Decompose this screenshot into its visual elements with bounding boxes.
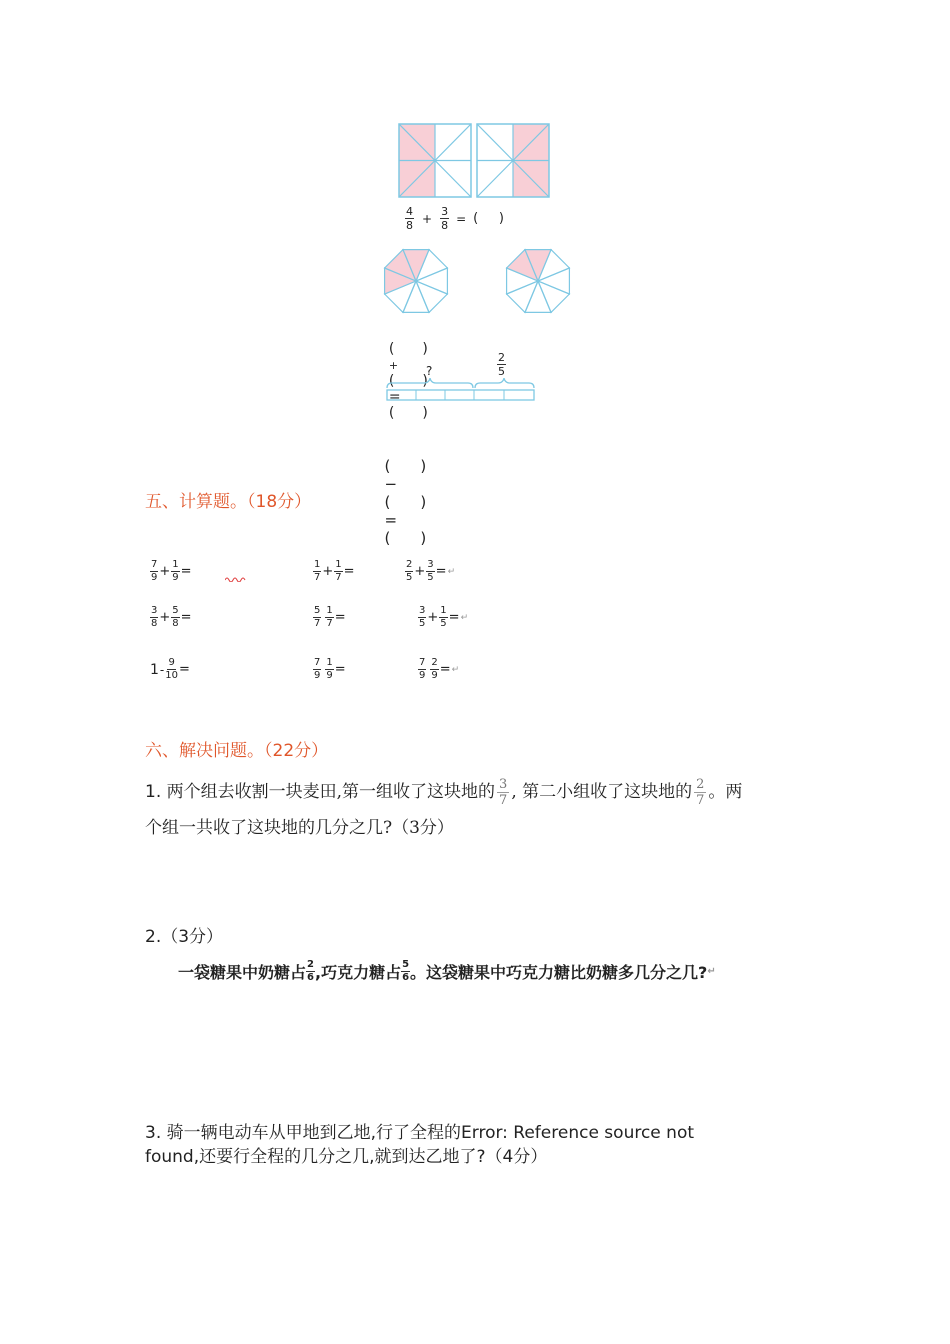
spellcheck-squiggle (225, 576, 247, 582)
calc-expression: 1 - $\frac{9}{10}$ = (150, 657, 190, 681)
calc-expression: $\frac{7}{9}$ $\frac{2}{9}$ = ↵ (419, 657, 460, 681)
fraction: $\frac{7}{9}$ (151, 559, 158, 583)
problem-3: 3. 骑一辆电动车从甲地到乙地,行了全程的Error: Reference source not found,还要行全程的几分之几,就到达乙地了?（4分） (145, 1123, 695, 1167)
rectangles-figure (397, 122, 553, 200)
segment-question: ? (426, 364, 433, 378)
calc-expression: $\frac{7}{9}$ + $\frac{1}{9}$ = (151, 559, 192, 583)
section-6-heading: 六、解决问题。（22分） (145, 741, 329, 761)
calc-expression: $\frac{5}{7}$ $\frac{1}{7}$ = (314, 605, 346, 629)
fraction: $\frac{7}{9}$ (419, 657, 426, 681)
octagon-sector (538, 268, 569, 294)
fraction: $\frac{3}{8}$ (441, 205, 449, 232)
fraction: $\frac{1}{7}$ (314, 559, 321, 583)
fraction: $\frac{3}{8}$ (151, 605, 158, 629)
fraction: $\frac{3}{5}$ (419, 605, 426, 629)
octagon-sector (416, 281, 447, 312)
fraction: $\frac{2}{7}$ (696, 777, 705, 808)
calc-expression: $\frac{2}{5}$ + $\frac{3}{5}$ = ↵ (406, 559, 456, 583)
fraction: $\frac{5}{6}$ (402, 959, 410, 983)
segment-diagram (384, 378, 538, 404)
problem-2-label: 2.（3分） (145, 927, 224, 947)
fraction: $\frac{3}{5}$ (427, 559, 434, 583)
equation-3: ( ) − ( ) = ( ) (384, 457, 427, 547)
fraction: $\frac{1}{7}$ (335, 559, 342, 583)
fraction: $\frac{1}{7}$ (326, 605, 333, 629)
problem-2-body: 一袋糖果中奶糖占 $\frac{2}{6}$ ,巧克力糖占 $\frac{5}{6}$ 。这袋糖果中巧克力糖比奶糖多几分之几? ↵ (178, 959, 716, 983)
fraction: $\frac{2}{5}$ (406, 559, 413, 583)
fraction: $\frac{4}{8}$ (406, 205, 413, 232)
calc-expression: $\frac{7}{9}$ $\frac{1}{9}$ = (314, 657, 346, 681)
octagon-sector (525, 281, 551, 312)
octagon-sector (416, 268, 447, 294)
fraction: $\frac{7}{9}$ (314, 657, 321, 681)
problem-1: 1. 两个组去收割一块麦田,第一组收了这块地的 $\frac{3}{7}$ , 第二小组收了这块地的 $\frac{2}{7}$ 。两 个组一共收了这块地的几分之几?（3分） (145, 777, 743, 838)
equation-1: $\frac{4}{8}$ + $\frac{3}{8}$ = ( ) (406, 205, 504, 232)
fraction: $\frac{1}{9}$ (326, 657, 333, 681)
octagon-sector (507, 281, 538, 312)
equation-2: ( ) + ( ) = ( ) (388, 341, 428, 421)
segment-fraction: $\frac{2}{5}$ (498, 351, 505, 378)
fraction: $\frac{2}{9}$ (431, 657, 438, 681)
octagon-sector (403, 281, 429, 312)
calc-expression: $\frac{1}{7}$ + $\frac{1}{7}$ = (314, 559, 355, 583)
fraction: $\frac{1}{5}$ (440, 605, 447, 629)
fraction: $\frac{3}{7}$ (499, 777, 508, 808)
octagon-sector (538, 281, 569, 312)
section-5-heading: 五、计算题。（18分） (145, 492, 312, 512)
fraction: $\frac{1}{9}$ (172, 559, 179, 583)
calc-expression: $\frac{3}{8}$ + $\frac{5}{8}$ = (151, 605, 192, 629)
fraction: $\frac{5}{7}$ (314, 605, 321, 629)
fraction: $\frac{9}{10}$ (165, 657, 178, 681)
octagons-figure (380, 245, 576, 317)
fraction: $\frac{2}{6}$ (307, 959, 314, 983)
calc-expression: $\frac{3}{5}$ + $\frac{1}{5}$ = ↵ (419, 605, 469, 629)
fraction: $\frac{5}{8}$ (172, 605, 179, 629)
